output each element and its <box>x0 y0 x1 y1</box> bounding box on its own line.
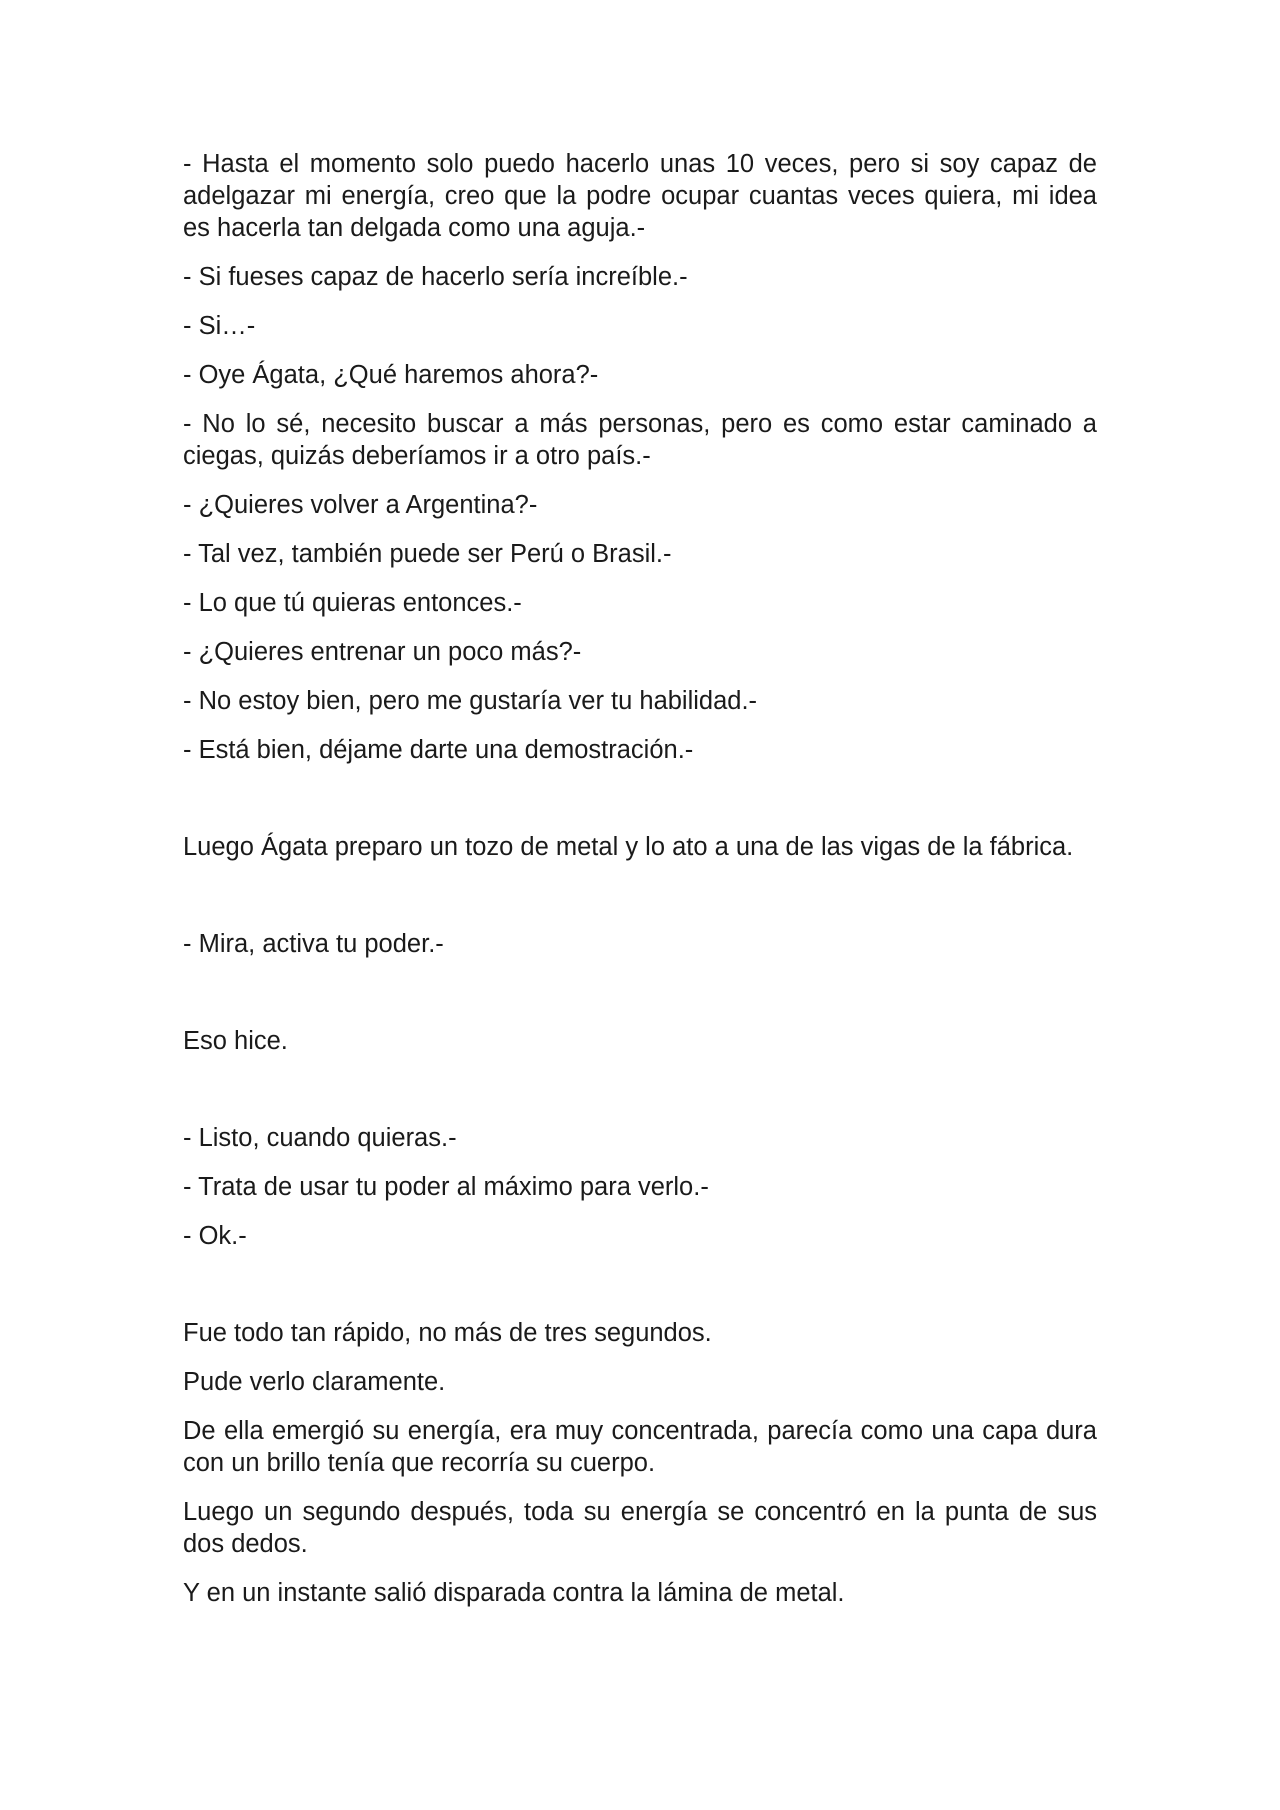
paragraph: - Listo, cuando quieras.- <box>183 1124 457 1152</box>
paragraph: - Ok.- <box>183 1222 247 1250</box>
paragraph: Y en un instante salió disparada contra la lámina de metal. <box>183 1579 845 1607</box>
paragraph: - Tal vez, también puede ser Perú o Brasil.- <box>183 540 672 568</box>
text-body <box>183 148 1097 1626</box>
paragraph: Eso hice. <box>183 1027 288 1055</box>
paragraph: - Si fueses capaz de hacerlo sería increíble.- <box>183 263 688 291</box>
paragraph: - Está bien, déjame darte una demostración.- <box>183 736 694 764</box>
paragraph: - Oye Ágata, ¿Qué haremos ahora?- <box>183 361 599 389</box>
paragraph: - ¿Quieres volver a Argentina?- <box>183 491 538 519</box>
paragraph: - Lo que tú quieras entonces.- <box>183 589 522 617</box>
paragraph: - Si…- <box>183 312 256 340</box>
paragraph: Pude verlo claramente. <box>183 1368 446 1396</box>
paragraph: - No lo sé, necesito buscar a más personas, pero es como estar caminado a ciegas, quizás deberíamos ir a otro país.- <box>183 410 1097 470</box>
paragraph: Luego un segundo después, toda su energía se concentró en la punta de sus dos dedos. <box>183 1498 1097 1558</box>
paragraph: - No estoy bien, pero me gustaría ver tu habilidad.- <box>183 687 758 715</box>
paragraph: De ella emergió su energía, era muy concentrada, parecía como una capa dura con un brillo tenía que recorría su cuerpo. <box>183 1417 1097 1477</box>
paragraph: - ¿Quieres entrenar un poco más?- <box>183 638 582 666</box>
paragraph: - Trata de usar tu poder al máximo para verlo.- <box>183 1173 709 1201</box>
paragraph: - Mira, activa tu poder.- <box>183 930 444 958</box>
paragraph: Fue todo tan rápido, no más de tres segundos. <box>183 1319 712 1347</box>
paragraph: - Hasta el momento solo puedo hacerlo unas 10 veces, pero si soy capaz de adelgazar mi energía, creo que la podre ocupar cuantas veces quiera, mi idea es hacerla tan delgada como una aguja.- <box>183 150 1097 242</box>
paragraph: Luego Ágata preparo un tozo de metal y lo ato a una de las vigas de la fábrica. <box>183 833 1074 861</box>
